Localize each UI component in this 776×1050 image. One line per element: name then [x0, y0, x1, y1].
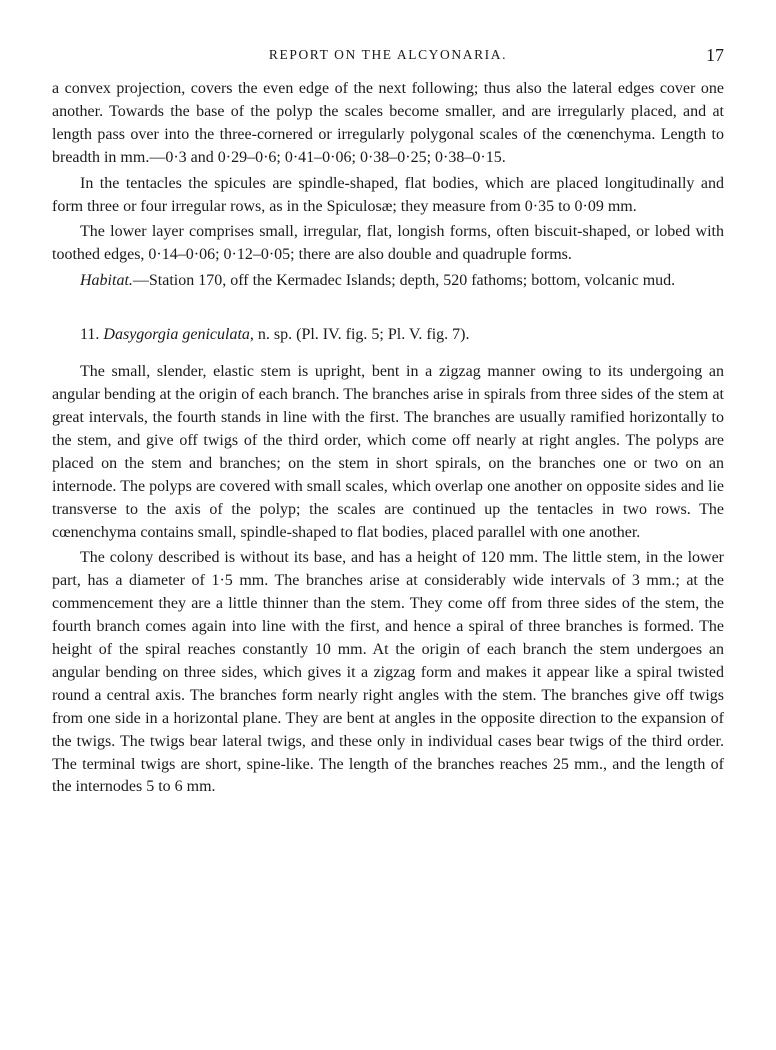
species-number: 11.	[80, 326, 100, 344]
paragraph-lower-layer: The lower layer comprises small, irregular, flat, longish forms, often biscuit-shaped, or lobed with toothed edges, 0·14–0·06; 0·12–0·05; there are also double and quadruple forms.	[52, 223, 724, 264]
page	[52, 40, 724, 799]
habitat-label: Habitat.	[80, 272, 133, 290]
paragraph-species-description: The small, slender, elastic stem is upright, bent in a zigzag manner owing to its undergoing an angular bending at the origin of each branch. The branches arise in spirals from three sides of the stem at great intervals, the fourth stands in line with the first. The branches are usually ramified horizontally to the stem, and give off twigs of the third order, which come off nearly at right angles. The polyps are placed on the stem and branches; on the stem in short spirals, on the branches one or two on an internode. The polyps are covered with small scales, which overlap one another on opposite sides and lie transverse to the axis of the polyp; the scales are continued up the tentacles in two rows. The cœnenchyma contains small, spindle-shaped to flat bodies, placed parallel with one another.	[52, 363, 724, 541]
paragraph-habitat	[52, 270, 724, 293]
paragraph-tentacle-spicules: In the tentacles the spicules are spindle-shaped, flat bodies, which are placed longitudinally and form three or four irregular rows, as in the Spiculosæ; they measure from 0·35 to 0·09 mm.	[52, 174, 724, 215]
species-heading	[52, 323, 724, 347]
species-name: Dasygorgia geniculata	[103, 326, 250, 344]
page-number: 17	[706, 45, 724, 65]
running-head	[52, 40, 724, 70]
species-heading-suffix: , n. sp. (Pl. IV. fig. 5; Pl. V. fig. 7).	[249, 326, 470, 344]
habitat-text: —Station 170, off the Kermadec Islands; depth, 520 fathoms; bottom, volcanic mud.	[132, 272, 676, 290]
running-title: REPORT ON THE ALCYONARIA.	[268, 47, 508, 62]
paragraph-continuation: a convex projection, covers the even edge of the next following; thus also the lateral edges cover one another. Towards the base of the polyp the scales become smaller, and are irregularly placed, and at length pass over into the three-cornered or irregularly polygonal scales of the cœnenchyma. Length to breadth in mm.—0·3 and 0·29–0·6; 0·41–0·06; 0·38–0·25; 0·38–0·15.	[52, 80, 724, 166]
paragraph-colony-description: The colony described is without its base, and has a height of 120 mm. The little stem, in the lower part, has a diameter of 1·5 mm. The branches arise at considerably wide intervals of 3 mm.; at the commencement they are a little thinner than the stem. They come off from three sides of the stem, the fourth branch comes again into line with the first, and hence a spiral of three branches is formed. The height of the spiral reaches constantly 10 mm. At the origin of each branch the stem undergoes an angular bending on three sides, which gives it a zigzag form and makes it appear like a spiral twisted round a central axis. The branches form nearly right angles with the stem. The branches give off twigs from one side in a horizontal plane. They are bent at angles in the opposite direction to the expansion of the twigs. The twigs bear lateral twigs, and these only in individual cases bear twigs of the third order. The terminal twigs are short, spine-like. The length of the branches reaches 25 mm., and the length of the internodes 5 to 6 mm.	[52, 549, 724, 796]
